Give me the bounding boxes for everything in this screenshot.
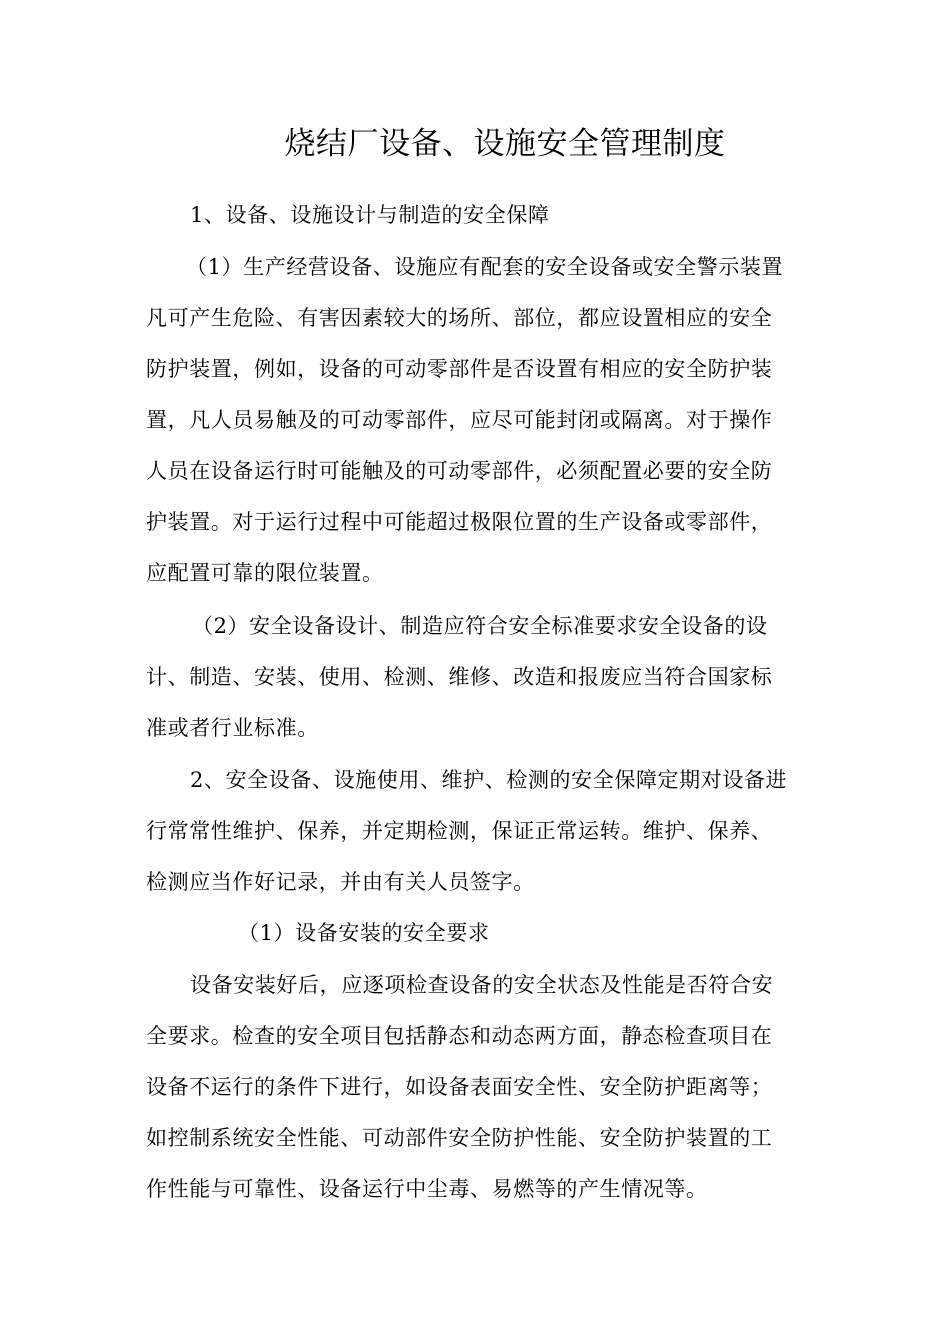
paragraph-line: （2）安全设备设计、制造应符合安全标准要求安全设备的设 <box>192 614 768 638</box>
paragraph-line: 计、制造、安装、使用、检测、维修、改造和报废应当符合国家标 <box>146 665 773 689</box>
paragraph-line: 人员在设备运行时可能触及的可动零部件，必须配置必要的安全防 <box>146 459 773 483</box>
paragraph-line: 准或者行业标准。 <box>146 716 319 740</box>
paragraph-line: （1）生产经营设备、设施应有配套的安全设备或安全警示装置 <box>186 255 784 279</box>
paragraph-line: 防护装置，例如，设备的可动零部件是否设置有相应的安全防护装 <box>146 357 773 381</box>
paragraph-line: 设备安装好后，应逐项检查设备的安全状态及性能是否符合安 <box>190 973 774 997</box>
paragraph-line: 检测应当作好记录，并由有关人员签字。 <box>146 870 535 894</box>
paragraph-line: 行常常性维护、保养，并定期检测，保证正常运转。维护、保养、 <box>146 819 773 843</box>
document-title: 烧结厂设备、设施安全管理制度 <box>284 126 726 162</box>
subheading-line: （1）设备安装的安全要求 <box>238 921 490 945</box>
paragraph-line: 如控制系统安全性能、可动部件安全防护性能、安全防护装置的工 <box>146 1126 773 1150</box>
paragraph-line: 设备不运行的条件下进行，如设备表面安全性、安全防护距离等； <box>146 1075 773 1099</box>
paragraph-line: 护装置。对于运行过程中可能超过极限位置的生产设备或零部件， <box>146 510 773 534</box>
paragraph-line: 1、设备、设施设计与制造的安全保障 <box>190 203 550 227</box>
paragraph-line: 2、安全设备、设施使用、维护、检测的安全保障定期对设备进 <box>190 768 788 792</box>
paragraph-line: 全要求。检查的安全项目包括静态和动态两方面，静态检查项目在 <box>146 1024 773 1048</box>
paragraph-line: 凡可产生危险、有害因素较大的场所、部位，都应设置相应的安全 <box>146 306 773 330</box>
paragraph-line: 作性能与可靠性、设备运行中尘毒、易燃等的产生情况等。 <box>146 1177 708 1201</box>
paragraph-line: 置，凡人员易触及的可动零部件，应尽可能封闭或隔离。对于操作 <box>146 408 773 432</box>
paragraph-line: 应配置可靠的限位装置。 <box>146 561 384 585</box>
